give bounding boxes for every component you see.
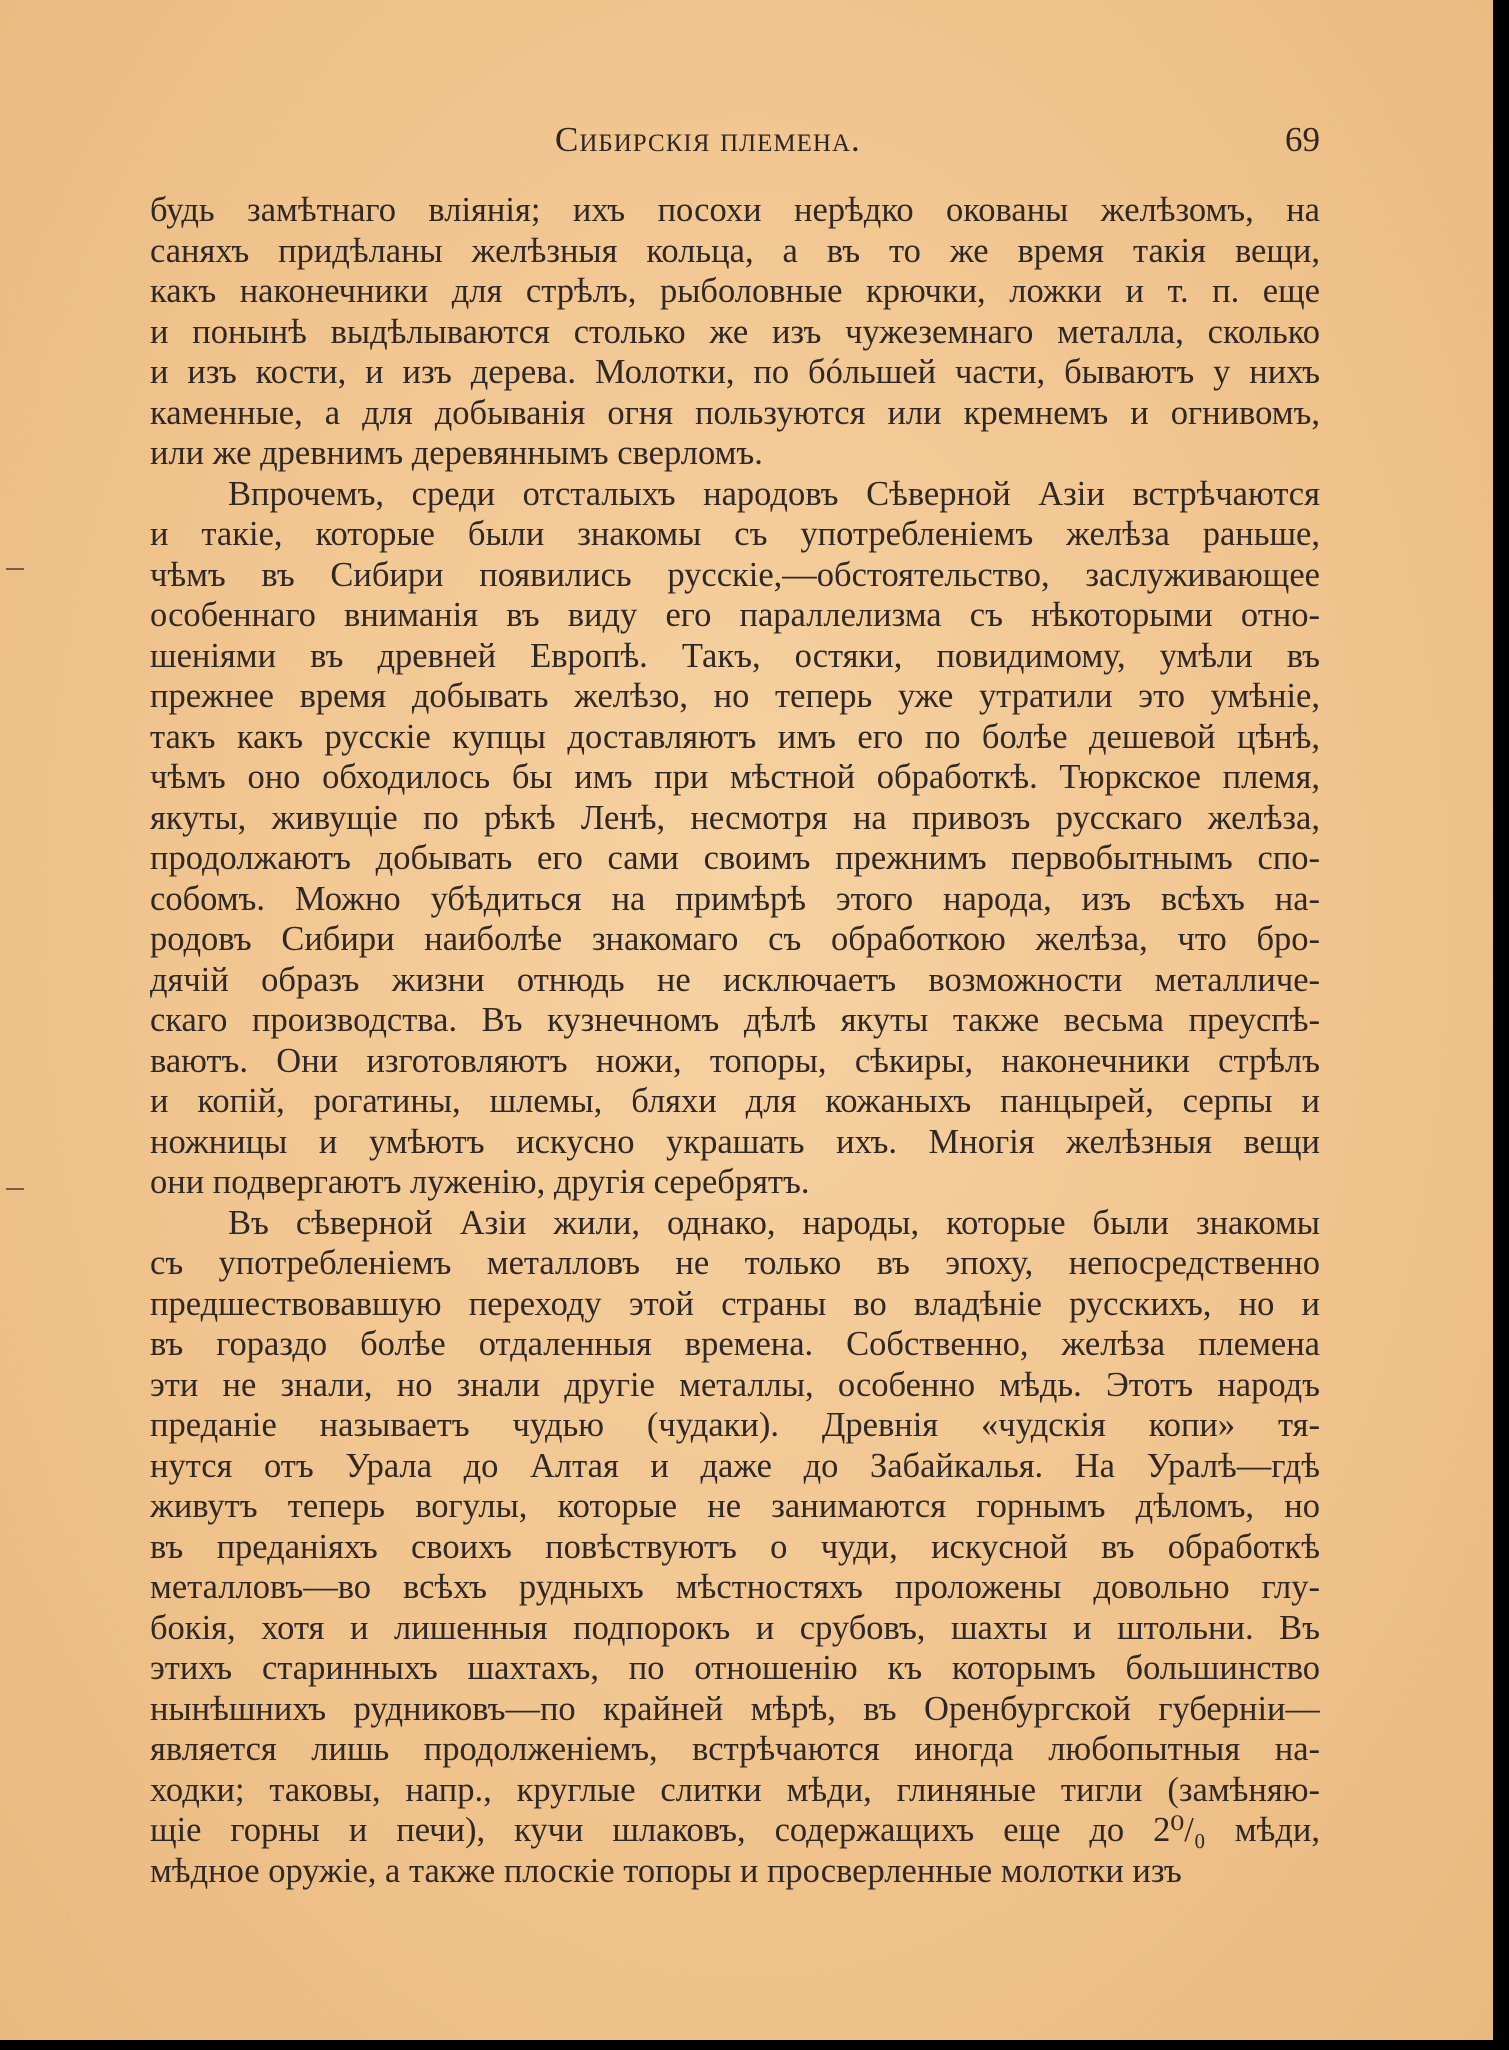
text-line: такъ какъ русскіе купцы доставляютъ имъ его по болѣе дешевой цѣнѣ,	[150, 717, 1320, 756]
text-line: ножницы и умѣютъ искусно украшать ихъ. Многія желѣзныя вещи	[150, 1122, 1320, 1161]
text-line: родовъ Сибири наиболѣе знакомаго съ обработкою желѣза, что бро-	[150, 920, 1320, 958]
text-line: и такіе, которые были знакомы съ употребленіемъ желѣза раньше,	[150, 515, 1320, 553]
text-line: скаго производства. Въ кузнечномъ дѣлѣ якуты также весьма преуспѣ-	[150, 1001, 1320, 1039]
text-line: и изъ кости, и изъ дерева. Молотки, по бóльшей части, бываютъ у нихъ	[150, 353, 1320, 391]
text-line: нутся отъ Урала до Алтая и даже до Забайкалья. На Уралѣ—гдѣ	[150, 1446, 1320, 1485]
text-line: живутъ теперь вогулы, которые не занимаются горнымъ дѣломъ, но	[150, 1487, 1320, 1525]
text-line: или же древнимъ деревяннымъ сверломъ.	[150, 434, 763, 472]
text-line: эти не знали, но знали другіе металлы, особенно мѣдь. Этотъ народъ	[150, 1365, 1320, 1404]
page-header	[150, 120, 1320, 170]
paragraph	[150, 1203, 1320, 1892]
text-line: въ гораздо болѣе отдаленныя времена. Собственно, желѣза племена	[150, 1325, 1320, 1363]
text-line: чѣмъ въ Сибири появились русскіе,—обстоятельство, заслуживающее	[150, 555, 1320, 594]
text-line: саняхъ придѣланы желѣзныя кольца, а въ то же время такія вещи,	[150, 231, 1320, 270]
text-line: и понынѣ выдѣлываются столько же изъ чужеземнаго металла, сколько	[150, 312, 1320, 351]
text-line: щіе горны и печи), кучи шлаковъ, содержащихъ еще до 2⁰/₀ мѣди,	[150, 1811, 1320, 1849]
text-line: мѣдное оружіе, а также плоскіе топоры и просверленные молотки изъ	[150, 1851, 1182, 1890]
text-line: бокія, хотя и лишенныя подпорокъ и срубовъ, шахты и штольни. Въ	[150, 1608, 1320, 1647]
text-line: является лишь продолженіемъ, встрѣчаются иногда любопытныя на-	[150, 1730, 1320, 1768]
text-line: предшествовавшую переходу этой страны во владѣніе русскихъ, но и	[150, 1284, 1320, 1323]
text-line: продолжаютъ добывать его сами своимъ прежнимъ первобытнымъ спо-	[150, 839, 1320, 877]
text-line: прежнее время добывать желѣзо, но теперь уже утратили это умѣніе,	[150, 677, 1320, 715]
text-line: какъ наконечники для стрѣлъ, рыболовные крючки, ложки и т. п. еще	[150, 272, 1320, 310]
margin-mark	[6, 1188, 24, 1190]
text-line: чѣмъ оно обходилось бы имъ при мѣстной обработкѣ. Тюркское племя,	[150, 758, 1320, 796]
text-line: собомъ. Можно убѣдиться на примѣрѣ этого народа, изъ всѣхъ на-	[150, 879, 1320, 918]
running-title: Сибирскія племена.	[555, 120, 861, 159]
text-line: будь замѣтнаго вліянія; ихъ посохи нерѣдко окованы желѣзомъ, на	[150, 191, 1320, 229]
margin-mark	[6, 568, 24, 570]
text-line: преданіе называетъ чудью (чудаки). Древнія «чудскія копи» тя-	[150, 1406, 1320, 1444]
text-line: и копій, рогатины, шлемы, бляхи для кожаныхъ панцырей, серпы и	[150, 1082, 1320, 1120]
body-text	[150, 190, 1320, 1891]
text-line: Въ сѣверной Азіи жили, однако, народы, которые были знакомы	[228, 1203, 1320, 1242]
paragraph	[150, 474, 1320, 1203]
text-line: якуты, живущіе по рѣкѣ Ленѣ, несмотря на привозъ русскаго желѣза,	[150, 798, 1320, 837]
text-line: Впрочемъ, среди отсталыхъ народовъ Сѣверной Азіи встрѣчаются	[228, 474, 1320, 513]
text-line: они подвергаютъ луженію, другія серебрятъ.	[150, 1163, 810, 1201]
page-number: 69	[1285, 120, 1320, 159]
text-line: шеніями въ древней Европѣ. Такъ, остяки, повидимому, умѣли въ	[150, 636, 1320, 675]
text-line: дячій образъ жизни отнюдь не исключаетъ возможности металличе-	[150, 960, 1320, 999]
text-line: этихъ старинныхъ шахтахъ, по отношенію къ которымъ большинство	[150, 1649, 1320, 1687]
text-line: въ преданіяхъ своихъ повѣствуютъ о чуди, искусной въ обработкѣ	[150, 1527, 1320, 1566]
text-line: ходки; таковы, напр., круглые слитки мѣди, глиняные тигли (замѣняю-	[150, 1770, 1320, 1809]
text-line: особеннаго вниманія въ виду его параллелизма съ нѣкоторыми отно-	[150, 596, 1320, 634]
text-line: ваютъ. Они изготовляютъ ножи, топоры, сѣкиры, наконечники стрѣлъ	[150, 1041, 1320, 1080]
text-line: нынѣшнихъ рудниковъ—по крайней мѣрѣ, въ Оренбургской губерніи—	[150, 1689, 1320, 1728]
text-line: съ употребленіемъ металловъ не только въ эпоху, непосредственно	[150, 1244, 1320, 1282]
text-line: металловъ—во всѣхъ рудныхъ мѣстностяхъ проложены довольно глу-	[150, 1568, 1320, 1606]
paragraph	[150, 190, 1320, 474]
text-line: каменные, а для добыванія огня пользуются или кремнемъ и огнивомъ,	[150, 393, 1320, 432]
